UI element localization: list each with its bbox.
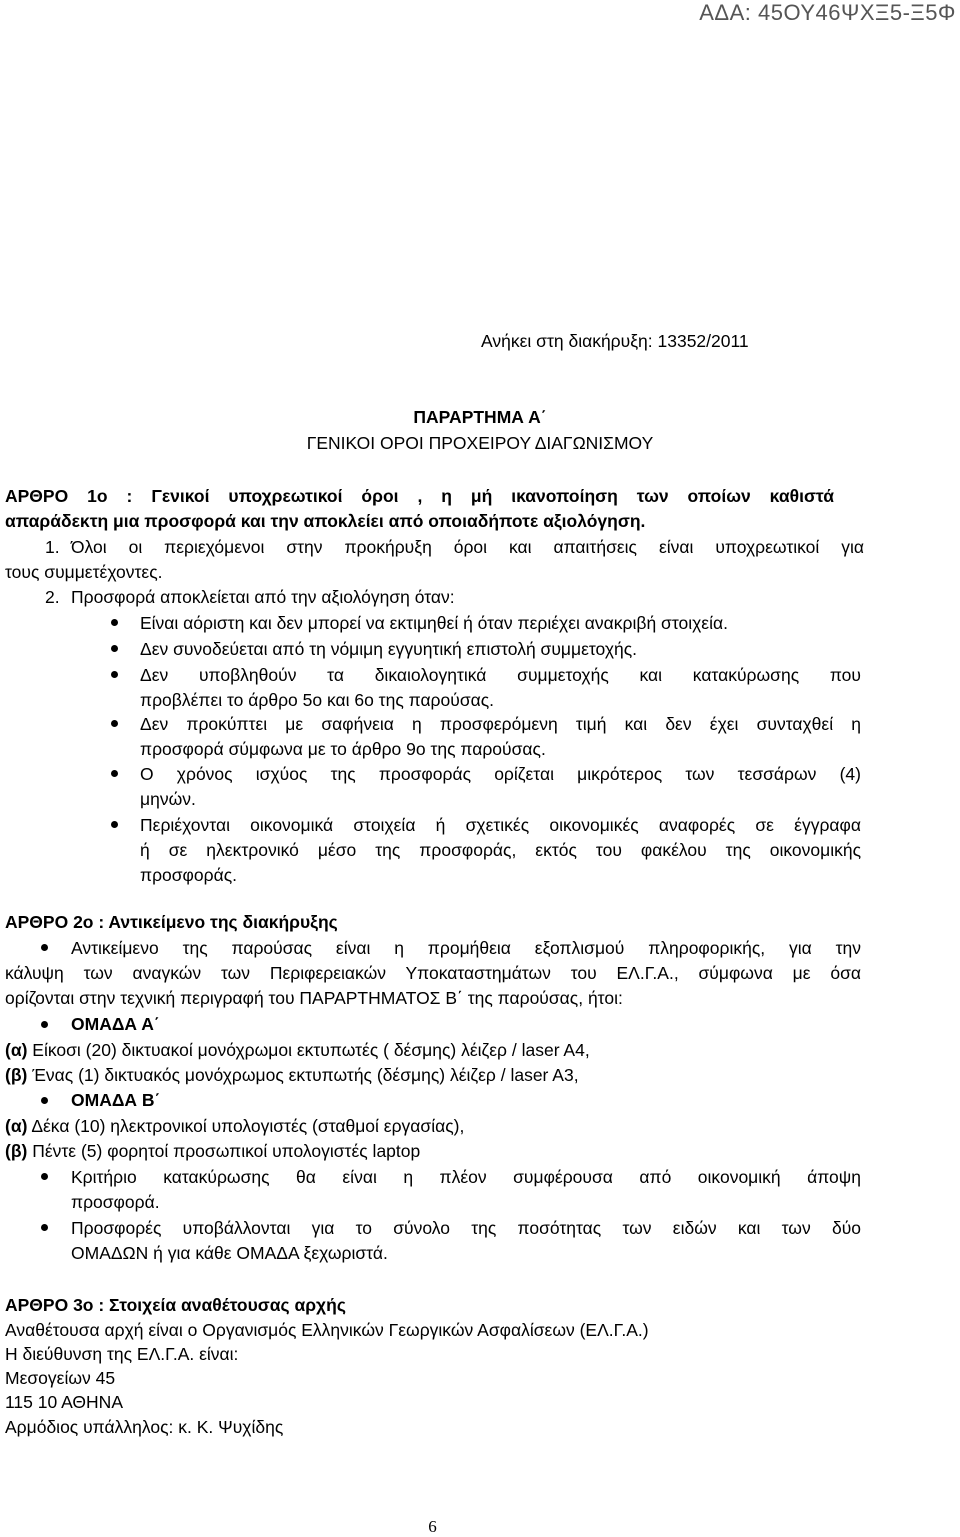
exclusion-bullet-5-line2: μηνών.: [140, 789, 196, 809]
article1-heading: [5, 486, 834, 507]
exclusion-bullet-4-wrap: [140, 714, 861, 735]
article1-heading-line1: ΑΡΘΡΟ 1ο : Γενικοί υποχρεωτικοί όροι , η μή ικανοποίηση των οποίων καθιστά: [5, 486, 834, 506]
group-a-heading: ΟΜΑΔΑ Α΄: [71, 1014, 160, 1034]
bullet-icon: [111, 720, 118, 727]
article2-intro-wrap1: [71, 938, 861, 959]
annex-subtitle: ΓΕΝΙΚΟΙ ΟΡΟΙ ΠΡΟΧΕΙΡΟΥ ΔΙΑΓΩΝΙΣΜΟΥ: [306, 433, 654, 453]
group-b-heading: ΟΜΑΔΑ Β΄: [71, 1090, 161, 1110]
bullet-icon: [41, 944, 48, 951]
exclusion-bullet-1: Είναι αόριστη και δεν μπορεί να εκτιμηθεί ή όταν περιέχει ανακριβή στοιχεία.: [140, 613, 728, 633]
group-a-item-1: [5, 1040, 590, 1061]
article2-intro-line1: Αντικείμενο της παρούσας είναι η προμήθεια εξοπλισμού πληροφορικής, για την: [71, 938, 861, 958]
group-b-item-1-label: (α): [5, 1116, 28, 1136]
article2-heading: ΑΡΘΡΟ 2ο : Αντικείμενο της διακήρυξης: [5, 912, 338, 932]
exclusion-bullet-5-line1: Ο χρόνος ισχύος της προσφοράς ορίζεται μικρότερος των τεσσάρων (4): [140, 764, 861, 784]
item1-line1: Όλοι οι περιεχόμενοι στην προκήρυξη όροι και απαιτήσεις είναι υποχρεωτικοί για: [71, 537, 864, 557]
exclusion-bullet-6-line3: προσφοράς.: [140, 865, 238, 885]
postcode-line: 115 10 ΑΘΗΝΑ: [5, 1392, 123, 1412]
group-a-item-2-text: Ένας (1) δικτυακός μονόχρωμος εκτυπωτής (δέσμης) λέιζερ / laser A3,: [27, 1065, 579, 1085]
article2-intro-line2: κάλυψη των αναγκών των Περιφερειακών Υποκαταστημάτων του ΕΛ.Γ.Α., σύμφωνα με όσα: [5, 963, 861, 983]
award-criterion-wrap: [71, 1167, 861, 1188]
exclusion-bullet-6-wrap1: [140, 815, 861, 836]
exclusion-bullet-4-line1: Δεν προκύπτει με σαφήνεια η προσφερόμενη τιμή και δεν έχει συνταχθεί η: [140, 714, 861, 734]
authority-line: Αναθέτουσα αρχή είναι ο Οργανισμός Ελληνικών Γεωργικών Ασφαλίσεων (ΕΛ.Γ.Α.): [5, 1320, 649, 1340]
ada-header: ΑΔΑ: 45ΟΥ46ΨΧΞ5-Ξ5Φ: [699, 0, 956, 25]
street-line: Μεσογείων 45: [5, 1368, 116, 1388]
bullet-icon: [111, 619, 118, 626]
address-intro-line: Η διεύθυνση της ΕΛ.Γ.Α. είναι:: [5, 1344, 239, 1364]
group-b-item-2-text: Πέντε (5) φορητοί προσωπικοί υπολογιστές laptop: [27, 1141, 421, 1161]
item1-line2: τους συμμετέχοντες.: [5, 562, 163, 582]
bullet-icon: [111, 671, 118, 678]
bullet-icon: [41, 1224, 48, 1231]
article2-intro-line3: ορίζονται στην τεχνική περιγραφή του ΠΑΡΑΡΤΗΜΑΤΟΣ Β΄ της παρούσας, ήτοι:: [5, 988, 623, 1008]
exclusion-bullet-6-wrap2: [140, 840, 861, 861]
exclusion-bullet-3-line2: προβλέπει το άρθρο 5ο και 6ο της παρούσας.: [140, 690, 495, 710]
bullet-icon: [111, 821, 118, 828]
article1-heading-line2: απαράδεκτη μια προσφορά και την αποκλείει από οποιαδήποτε αξιολόγηση.: [5, 511, 646, 531]
item1-number: 1.: [45, 537, 60, 557]
submission-rule-line1: Προσφορές υποβάλλονται για το σύνολο της ποσότητας των ειδών και των δύο: [71, 1218, 861, 1238]
exclusion-bullet-6-line2: ή σε ηλεκτρονικό μέσο της προσφοράς, εκτός του φακέλου της οικονομικής: [140, 840, 861, 860]
item2-text: Προσφορά αποκλείεται από την αξιολόγηση όταν:: [71, 587, 455, 607]
bullet-icon: [41, 1173, 48, 1180]
submission-rule-line2: ΟΜΑΔΩΝ ή για κάθε ΟΜΑΔΑ ξεχωριστά.: [71, 1243, 388, 1263]
contact-person-line: Αρμόδιος υπάλληλος: κ. Κ. Ψυχίδης: [5, 1417, 284, 1437]
reference-line: Ανήκει στη διακήρυξη: 13352/2011: [481, 331, 749, 351]
exclusion-bullet-3-wrap: [140, 665, 861, 686]
bullet-icon: [111, 645, 118, 652]
submission-rule-wrap: [71, 1218, 861, 1239]
group-b-item-2-label: (β): [5, 1141, 28, 1161]
article3-heading: ΑΡΘΡΟ 3ο : Στοιχεία αναθέτουσας αρχής: [5, 1295, 346, 1315]
group-a-item-2: [5, 1065, 579, 1086]
exclusion-bullet-5-wrap: [140, 764, 861, 785]
item2-number: 2.: [45, 587, 60, 607]
bullet-icon: [111, 770, 118, 777]
article2-intro-wrap2: [5, 963, 861, 984]
group-a-item-2-label: (β): [5, 1065, 28, 1085]
award-criterion-line2: προσφορά.: [71, 1192, 160, 1212]
bullet-icon: [41, 1097, 48, 1104]
group-b-item-1-text: Δέκα (10) ηλεκτρονικοί υπολογιστές (σταθμοί εργασίας),: [27, 1116, 465, 1136]
bullet-icon: [41, 1021, 48, 1028]
group-b-item-2: [5, 1141, 420, 1162]
annex-title: ΠΑΡΑΡΤΗΜΑ Α΄: [413, 407, 547, 427]
exclusion-bullet-6-line1: Περιέχονται οικονομικά στοιχεία ή σχετικές οικονομικές αναφορές σε έγγραφα: [140, 815, 861, 835]
page-number: 6: [428, 1517, 437, 1536]
item1-line1-wrap: [71, 537, 864, 558]
group-a-item-1-text: Είκοσι (20) δικτυακοί μονόχρωμοι εκτυπωτές ( δέσμης) λέιζερ / laser A4,: [27, 1040, 590, 1060]
group-a-item-1-label: (α): [5, 1040, 28, 1060]
award-criterion-line1: Κριτήριο κατακύρωσης θα είναι η πλέον συμφέρουσα από οικονομική άποψη: [71, 1167, 861, 1187]
exclusion-bullet-3-line1: Δεν υποβληθούν τα δικαιολογητικά συμμετοχής και κατακύρωσης που: [140, 665, 861, 685]
exclusion-bullet-4-line2: προσφορά σύμφωνα με το άρθρο 9ο της παρούσας.: [140, 739, 546, 759]
exclusion-bullet-2: Δεν συνοδεύεται από τη νόμιμη εγγυητική επιστολή συμμετοχής.: [140, 639, 638, 659]
group-b-item-1: [5, 1116, 464, 1137]
